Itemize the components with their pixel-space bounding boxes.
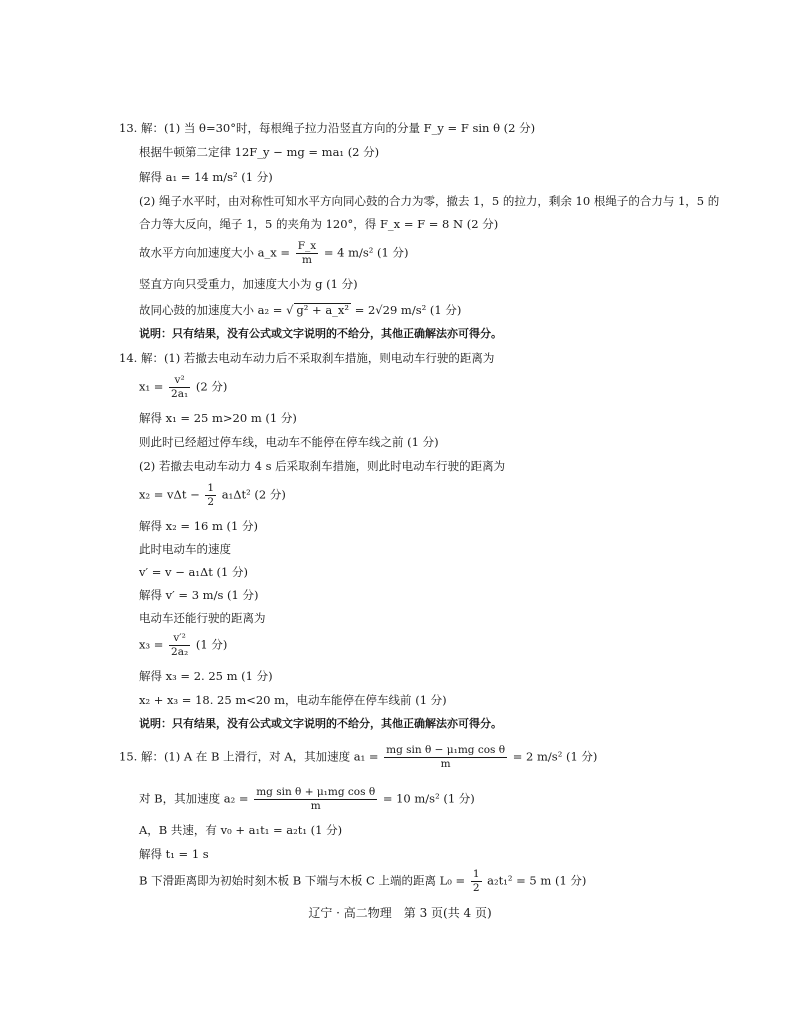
sqrt-radicand: g² + a_x² (296, 303, 350, 317)
fraction (384, 744, 507, 771)
q15-line-2-result: = 10 m/s² (1 分) (382, 791, 475, 806)
q15-line-1-text: 15. 解：(1) A 在 B 上滑行，对 A，其加速度 a₁ = (119, 749, 379, 764)
q14-line-3: 解得 x₁ = 25 m>20 m (1 分) (139, 411, 297, 425)
fraction-denominator: m (310, 800, 321, 812)
q15-line-5-text: B 下滑距离即为初始时刻木板 B 下端与木板 C 上端的距离 L₀ = (139, 873, 466, 888)
q13-line-8-result: = 2√29 m/s² (1 分) (354, 303, 462, 317)
q13-line-4: (2) 绳子水平时，由对称性可知水平方向同心鼓的合力为零，撤去 1，5 的拉力，剩余 10 根绳子的合力与 1，5 的 (139, 194, 720, 208)
q14-line-10: 解得 v′ = 3 m/s (1 分) (139, 588, 259, 602)
q14-line-13: 解得 x₃ = 2. 25 m (1 分) (139, 669, 273, 683)
fraction-numerator: F_x (297, 240, 317, 252)
q13-line-2: 根据牛顿第二定律 12F_y − mg = ma₁ (2 分) (139, 145, 380, 159)
q15-line-5-result: a₂t₁² = 5 m (1 分) (487, 873, 587, 888)
fraction (471, 868, 482, 895)
q14-line-2-score: (2 分) (195, 379, 228, 394)
fraction-denominator: 2 (472, 882, 480, 894)
q15-line-3: A，B 共速，有 v₀ + a₁t₁ = a₂t₁ (1 分) (139, 823, 343, 837)
fraction (296, 240, 318, 267)
fraction-numerator: 1 (207, 482, 215, 494)
fraction (254, 786, 377, 813)
q14-line-2 (139, 374, 227, 401)
q14-line-12-score: (1 分) (195, 637, 228, 652)
fraction-numerator: v² (169, 374, 190, 388)
q14-line-12-text: x₃ = (139, 637, 164, 652)
fraction-denominator: 2a₂ (171, 646, 189, 658)
q13-line-6-result: = 4 m/s² (1 分) (323, 245, 409, 260)
q13-note: 说明：只有结果，没有公式或文字说明的不给分，其他正确解法亦可得分。 (139, 327, 502, 340)
q14-line-12 (139, 632, 227, 659)
q14-note: 说明：只有结果，没有公式或文字说明的不给分，其他正确解法亦可得分。 (139, 717, 502, 730)
q14-line-6-text: x₂ = vΔt − (139, 487, 200, 502)
fraction (205, 482, 216, 509)
fraction-numerator: mg sin θ − μ₁mg cos θ (386, 744, 506, 756)
fraction-numerator: 1 (472, 868, 480, 880)
q14-line-14: x₂ + x₃ = 18. 25 m<20 m，电动车能停在停车线前 (1 分) (139, 693, 447, 707)
q13-line-8 (139, 302, 461, 318)
q14-line-6 (139, 482, 286, 509)
q13-line-8-text: 故同心鼓的加速度大小 a₂ = (139, 303, 283, 317)
q14-line-4: 则此时已经超过停车线，电动车不能停在停车线之前 (1 分) (139, 435, 439, 449)
sqrt-sign-icon: √ (286, 303, 294, 317)
fraction-denominator: 2a₁ (171, 388, 189, 400)
q15-line-5 (139, 868, 586, 895)
q15-line-4: 解得 t₁ = 1 s (139, 847, 209, 861)
q15-line-1 (119, 744, 597, 771)
fraction-numerator: v′² (169, 632, 190, 646)
fraction-denominator: 2 (207, 496, 215, 508)
q13-line-6-text: 故水平方向加速度大小 a_x = (139, 245, 291, 260)
fraction-denominator: m (440, 758, 451, 770)
q15-line-1-result: = 2 m/s² (1 分) (512, 749, 598, 764)
q14-line-9: v′ = v − a₁Δt (1 分) (139, 565, 248, 579)
q13-line-3: 解得 a₁ = 14 m/s² (1 分) (139, 170, 273, 184)
q14-line-5: (2) 若撤去电动车动力 4 s 后采取刹车措施，则此时电动车行驶的距离为 (139, 459, 506, 473)
q14-line-1: 14. 解：(1) 若撤去电动车动力后不采取刹车措施，则电动车行驶的距离为 (119, 351, 495, 365)
page-footer: 辽宁 · 高二物理 第 3 页(共 4 页) (308, 906, 492, 920)
q13-line-6 (139, 240, 408, 267)
fraction-numerator: mg sin θ + μ₁mg cos θ (256, 786, 376, 798)
fraction-denominator: m (301, 254, 312, 266)
q14-line-7: 解得 x₂ = 16 m (1 分) (139, 519, 258, 533)
q13-line-1: 13. 解：(1) 当 θ=30°时，每根绳子拉力沿竖直方向的分量 F_y = F sin θ (2 分) (119, 121, 536, 135)
q13-line-5: 合力等大反向，绳子 1，5 的夹角为 120°，得 F_x = F = 8 N (2 分) (139, 217, 499, 231)
q14-line-6-score: a₁Δt² (2 分) (221, 487, 286, 502)
fraction (169, 632, 190, 659)
q15-line-2 (139, 786, 475, 813)
fraction (169, 374, 190, 401)
q14-line-8: 此时电动车的速度 (139, 542, 231, 556)
q14-line-11: 电动车还能行驶的距离为 (139, 611, 266, 625)
q15-line-2-text: 对 B，其加速度 a₂ = (139, 791, 249, 806)
q13-line-7: 竖直方向只受重力，加速度大小为 g (1 分) (139, 277, 358, 291)
q14-line-2-text: x₁ = (139, 379, 164, 394)
